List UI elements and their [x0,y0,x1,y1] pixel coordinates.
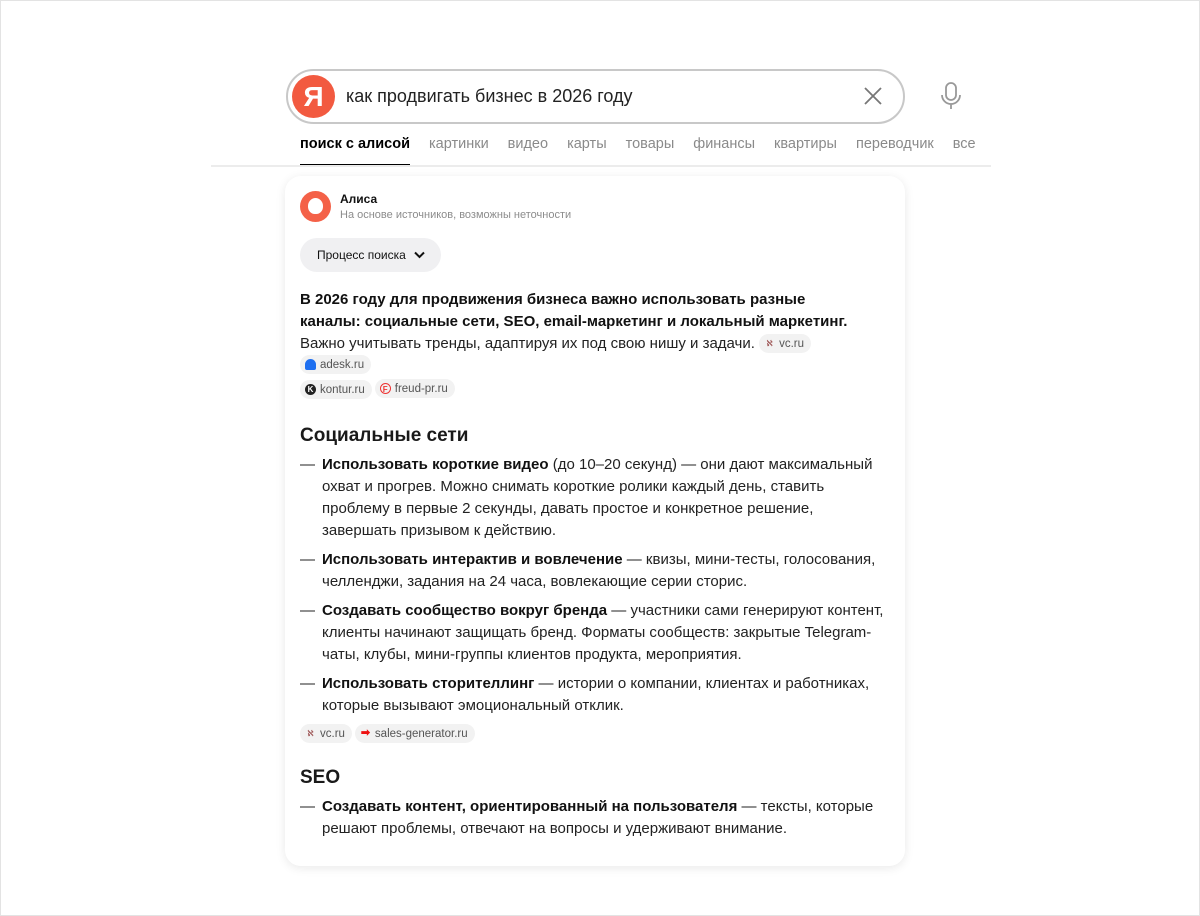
list-item [300,600,892,666]
source-label: freud-pr.ru [394,382,448,395]
source-label: vc.ru [779,337,805,350]
tab-translator[interactable]: переводчик [855,136,934,152]
yandex-logo[interactable]: Я [292,75,335,118]
item-bold: Использовать интерактив и вовлечение [322,551,623,568]
source-label: vc.ru [320,727,345,740]
search-tabs [300,136,976,164]
list-item [300,673,892,717]
source-chip[interactable] [355,724,475,743]
section-sources [300,724,890,743]
source-chip[interactable] [759,334,811,353]
freud-icon: F [380,383,391,394]
item-bold: Создавать сообщество вокруг бренда [322,602,608,619]
tab-all[interactable]: все [952,136,976,152]
alice-disclaimer: На основе источников, возможны неточности [340,209,572,221]
kontur-icon: K [305,384,316,395]
source-chip[interactable] [300,355,371,374]
tab-apartments[interactable]: квартиры [774,136,837,152]
search-process-label: Процесс поиска [317,248,406,262]
alice-header [300,191,890,222]
search-input[interactable]: как продвигать бизнес в 2026 году [346,86,633,106]
source-label: adesk.ru [320,358,365,371]
source-label: sales-generator.ru [374,727,468,740]
tab-finance[interactable]: финансы [693,136,756,152]
intro-bold: В 2026 году для продвижения бизнеса важно использовать разные каналы: социальные сети, SEO, email-маркетинг и локальный маркетинг. [300,291,848,330]
item-bold: Создавать контент, ориентированный на пользователя [322,798,738,815]
vc-icon: ℵ [307,729,314,738]
microphone-icon[interactable] [939,81,963,111]
tab-products[interactable]: товары [625,136,675,152]
tab-video[interactable]: видео [507,136,549,152]
item-bold: Использовать короткие видео [322,456,549,473]
list-item [300,454,892,542]
list-item [300,796,892,840]
item-text: — квизы, мини-тесты, голосования, челленджи, задания на 24 часа, вовлекающие серии сторис. [322,551,876,590]
item-bold: Использовать сторителлинг [322,675,535,692]
item-text: (до 10–20 секунд) — они дают максимальный охват и прогрев. Можно снимать короткие ролики каждый день, ставить проблему в первые 2 секунды, давать простое и конкретное решение, завершать призывом к действию. [322,456,873,539]
tab-images[interactable]: картинки [429,136,489,152]
source-chip[interactable] [300,724,352,743]
close-icon[interactable] [861,84,885,108]
search-box[interactable] [286,69,905,124]
arrow-right-icon: ➡ [360,727,371,739]
search-process-button[interactable] [300,238,441,272]
item-text: — участники сами генерируют контент, клиенты начинают защищать бренд. Форматы сообществ: закрытые Telegram-чаты, клубы, мини-группы клиентов продукта, мероприятия. [322,602,884,663]
source-chip[interactable] [375,379,455,398]
alice-answer-card [285,176,905,866]
item-text: — тексты, которые решают проблемы, отвечают на вопросы и удерживают внимание. [322,798,874,837]
vc-icon: ℵ [766,339,773,348]
alice-name: Алиса [340,192,378,206]
chevron-down-icon [414,251,425,259]
intro-text: Важно учитывать тренды, адаптируя их под свою нишу и задачи. [300,335,755,352]
source-label: kontur.ru [320,383,365,396]
section-heading: SEO [300,767,341,788]
item-text: — истории о компании, клиентах и работниках, которые вызывают эмоциональный отклик. [322,675,870,714]
tab-maps[interactable]: карты [567,136,607,152]
answer-intro [300,289,870,401]
alice-icon [300,191,331,222]
section-heading: Социальные сети [300,425,469,446]
tab-alice-search[interactable]: поиск с алисой [300,136,410,164]
adesk-icon [305,359,316,370]
source-chip[interactable] [300,380,372,399]
list-item [300,549,892,593]
tabs-divider [211,165,991,167]
